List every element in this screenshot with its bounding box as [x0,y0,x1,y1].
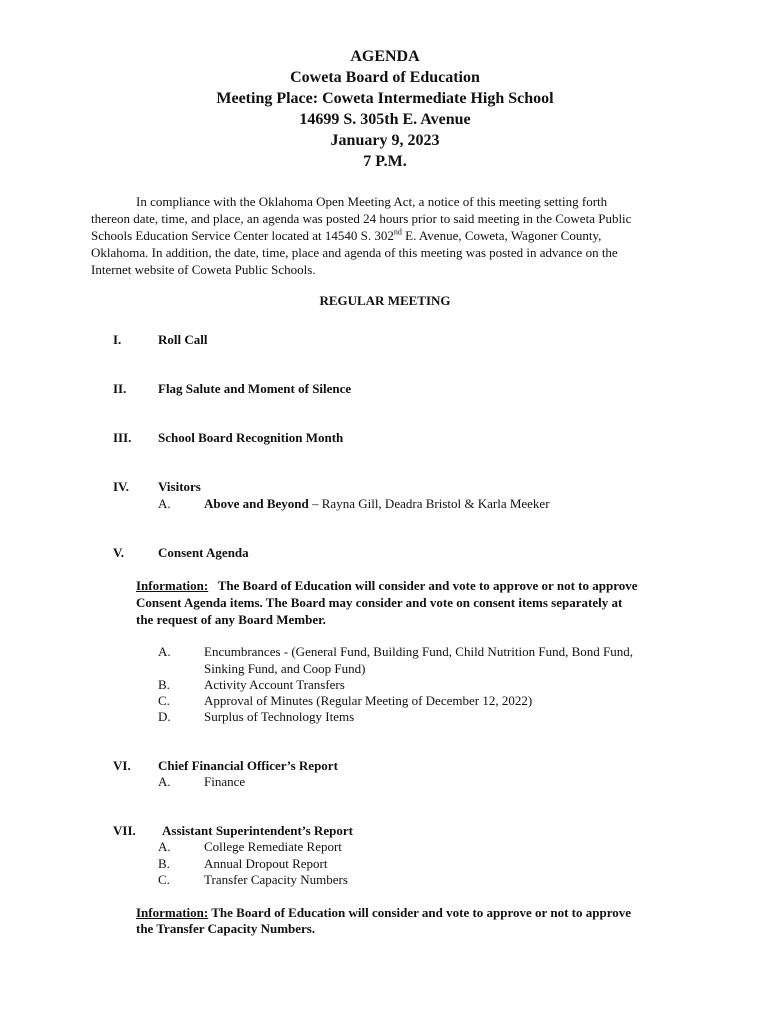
item-title: Assistant Superintendent’s Report [162,823,353,838]
information-note [136,577,638,594]
subitem-letter: C. [158,872,170,887]
subitem-text: Encumbrances - (General Fund, Building Fund, Child Nutrition Fund, Bond Fund, [204,644,633,659]
information-text: the Transfer Capacity Numbers. [136,921,316,936]
header-board-name: Coweta Board of Education [290,69,480,86]
header-meeting-place: Meeting Place: Coweta Intermediate High School [216,90,554,107]
subitem-text: Activity Account Transfers [204,677,345,692]
item-number: IV. [113,479,130,494]
item-number: II. [113,381,127,396]
item-title: Flag Salute and Moment of Silence [158,381,352,396]
subitem-letter: B. [158,856,170,871]
subitem-text: College Remediate Report [204,839,342,854]
subitem-text: Surplus of Technology Items [204,709,355,724]
subitem-text: Sinking Fund, and Coop Fund) [204,661,366,676]
item-title: Chief Financial Officer’s Report [158,758,338,773]
agenda-header [0,46,770,172]
intro-line: thereon date, time, and place, an agenda was posted 24 hours prior to said meeting in the Coweta Public [91,211,632,226]
section-title: REGULAR MEETING [319,293,451,308]
item-title: Roll Call [158,332,208,347]
subitem-text: Finance [204,774,246,789]
intro-line: In compliance with the Oklahoma Open Meeting Act, a notice of this meeting setting forth [136,194,608,209]
information-note [136,904,631,921]
subitem-rest: – Rayna Gill, Deadra Bristol & Karla Meeker [308,496,550,511]
item-number: I. [113,332,122,347]
information-text: The Board of Education will consider and vote to approve or not to approve [208,905,631,920]
information-label: Information: [136,578,209,593]
intro-line [91,227,681,244]
item-title: Consent Agenda [158,545,249,560]
header-time: 7 P.M. [363,153,407,170]
intro-text: E. Avenue, Coweta, Wagoner County, [401,228,602,243]
intro-paragraph [91,193,681,278]
subitem-letter: C. [158,693,170,708]
item-number: III. [113,430,132,445]
subitem-text [204,495,550,512]
information-label: Information: [136,905,209,920]
subitem-text: Annual Dropout Report [204,856,328,871]
intro-line: Internet website of Coweta Public Schools. [91,262,316,277]
subitem-letter: B. [158,677,170,692]
information-text: the request of any Board Member. [136,612,326,627]
subitem-text: Approval of Minutes (Regular Meeting of December 12, 2022) [204,693,533,708]
information-text: The Board of Education will consider and vote to approve or not to approve [208,578,638,593]
header-date: January 9, 2023 [330,132,440,149]
subitem-letter: A. [158,644,171,659]
item-number: VII. [113,823,136,838]
intro-text: Schools Education Service Center located at 14540 S. 302 [91,228,394,243]
intro-line: Oklahoma. In addition, the date, time, place and agenda of this meeting was posted in advance on the [91,245,618,260]
item-number: V. [113,545,124,560]
subitem-bold: Above and Beyond [204,496,309,511]
item-title: School Board Recognition Month [158,430,344,445]
subitem-letter: D. [158,709,171,724]
ordinal-suffix: nd [393,227,402,237]
information-text: Consent Agenda items. The Board may consider and vote on consent items separately at [136,595,623,610]
item-number: VI. [113,758,131,773]
item-title: Visitors [158,479,201,494]
subitem-letter: A. [158,496,171,511]
header-title: AGENDA [350,48,420,65]
subitem-letter: A. [158,839,171,854]
header-address: 14699 S. 305th E. Avenue [299,111,471,128]
subitem-text: Transfer Capacity Numbers [204,872,348,887]
subitem-letter: A. [158,774,171,789]
